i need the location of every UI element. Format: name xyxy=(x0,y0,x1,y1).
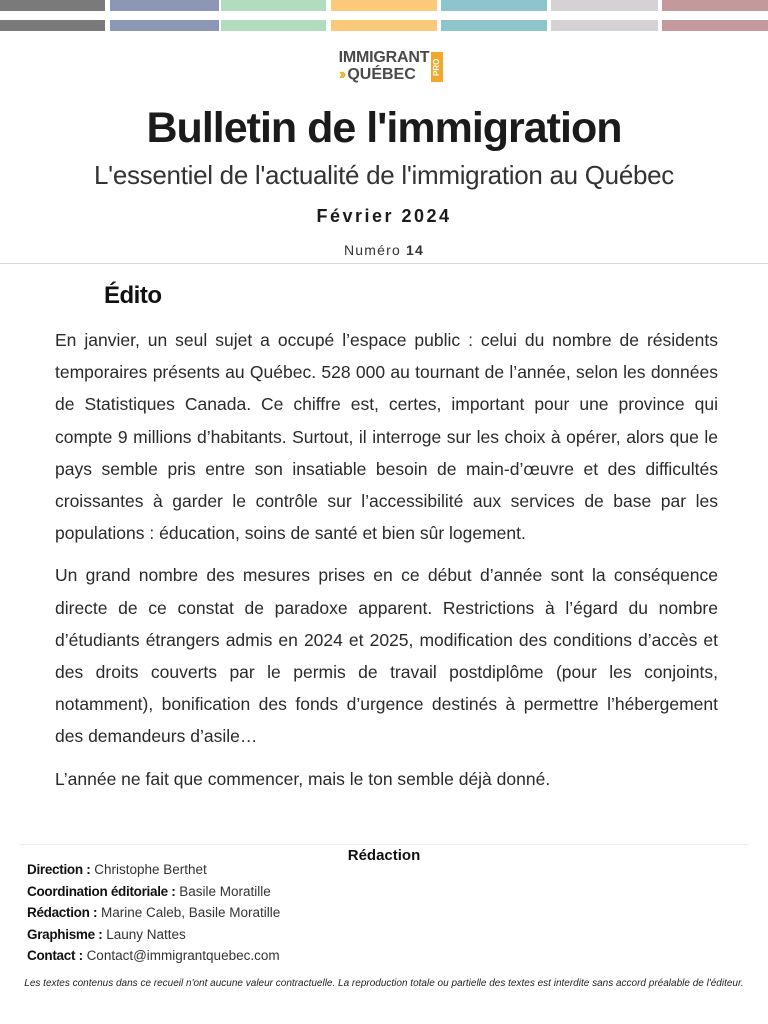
stripe-segment xyxy=(110,20,219,31)
edito-paragraph-1: En janvier, un seul sujet a occupé l’espace public : celui du nombre de résidents temporaires présents au Québec. 528 000 au tournant de l’année, selon les données de Statistiques Canada. Ce chiffre est, certes, important pour une province qui compte 9 millions d’habitants. Surtout, il interroge sur les choix à opérer, alors que le pays semble pris entre son insatiable besoin de main-d’œuvre et des difficultés croissantes à garder le contrôle sur l’accessibilité aux services de base par les populations : éducation, soins de santé et bien sûr logement. xyxy=(55,330,718,544)
credit-label: Coordination éditoriale : xyxy=(27,883,176,899)
credit-value: Launy Nattes xyxy=(106,926,186,942)
edito-body xyxy=(55,324,718,805)
stripe-segment xyxy=(441,0,547,11)
logo-line2 xyxy=(339,66,430,83)
bulletin-subtitle: L'essentiel de l'actualité de l'immigration au Québec xyxy=(94,160,674,190)
logo-line2-text: QUÉBEC xyxy=(347,66,416,83)
credit-label: Rédaction : xyxy=(27,905,98,920)
credit-value: Christophe Berthet xyxy=(94,862,207,877)
header-divider xyxy=(0,263,768,264)
edito-heading: Édito xyxy=(104,282,162,309)
stripe-segment xyxy=(110,0,219,11)
footer-divider xyxy=(20,844,748,845)
issue-label: Numéro xyxy=(343,242,401,258)
issue-number-value: 14 xyxy=(406,242,425,258)
edito-paragraph-3: L’année ne fait que commencer, mais le ton semble déjà donné. xyxy=(55,768,551,789)
stripe-segment xyxy=(662,0,768,11)
edito-paragraph-2: Un grand nombre des mesures prises en ce début d’année sont la conséquence directe de ce constat de paradoxe apparent. Restrictions à l’égard du nombre d’étudiants étrangers admis en 2024 et 2025, modification des conditions d’accès et des droits couverts par le permis de travail postdiplôme (pour les conjoints, notamment), bonification des fonds d’urgence destinés à permettre l’hébergement des demandeurs d’asile… xyxy=(55,565,718,747)
logo-arrows-icon: ›› xyxy=(338,66,344,83)
credit-value: Marine Caleb, Basile Moratille xyxy=(100,905,281,920)
immigrant-quebec-logo xyxy=(0,50,768,84)
stripe-row-top xyxy=(0,0,768,11)
credit-row-coordination xyxy=(27,881,280,903)
credit-value: Basile Moratille xyxy=(179,883,271,899)
credit-label: Contact : xyxy=(27,948,83,963)
issue-date: Février 2024 xyxy=(316,206,452,226)
legal-disclaimer: Les textes contenus dans ce recueil n'ont aucune valeur contractuelle. La reproduction totale ou partielle des textes est interdite sans accord préalable de l'éditeur. xyxy=(24,978,744,989)
stripe-row-bottom xyxy=(0,20,768,31)
stripe-segment xyxy=(331,20,437,31)
credit-row-redaction xyxy=(27,902,280,924)
credit-row-graphisme xyxy=(27,924,280,946)
logo-line1: IMMIGRANT xyxy=(338,49,430,66)
stripe-segment xyxy=(221,0,326,11)
stripe-segment xyxy=(551,0,658,11)
bulletin-title: Bulletin de l'immigration xyxy=(146,104,622,152)
stripe-segment xyxy=(551,20,658,31)
redaction-heading: Rédaction xyxy=(347,847,421,864)
credit-label: Graphisme : xyxy=(27,926,103,942)
credits-list xyxy=(27,859,280,967)
stripe-segment xyxy=(662,20,768,31)
stripe-segment xyxy=(331,0,437,11)
credit-row-contact xyxy=(27,945,280,967)
logo-pro-badge: PRO xyxy=(431,52,443,82)
stripe-segment xyxy=(441,20,547,31)
credit-label: Direction : xyxy=(27,862,91,877)
credit-row-direction xyxy=(27,859,280,881)
stripe-segment xyxy=(0,0,105,11)
stripe-segment xyxy=(221,20,326,31)
contact-email-link[interactable]: Contact@immigrantquebec.com xyxy=(86,948,280,963)
stripe-segment xyxy=(0,20,105,31)
issue-number xyxy=(0,242,768,258)
